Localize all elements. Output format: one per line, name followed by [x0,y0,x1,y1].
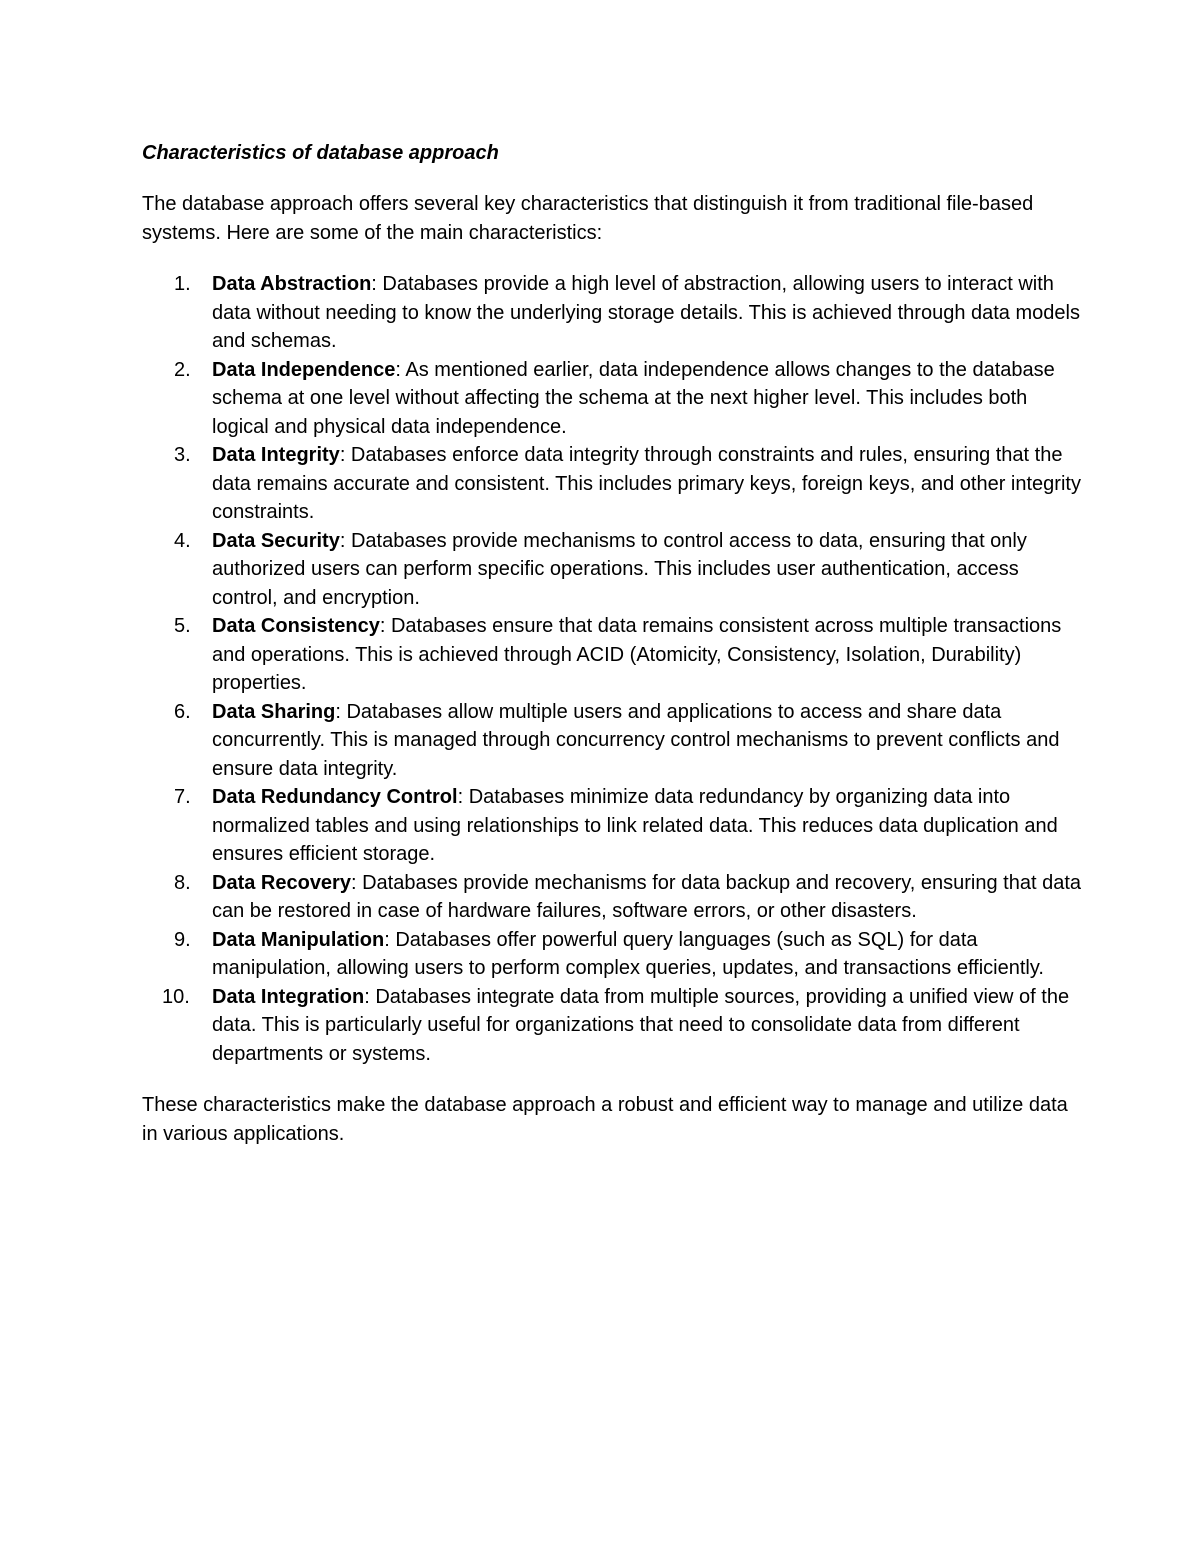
item-text: : Databases offer powerful query languages (such as SQL) for data manipulation, allowing users to perform complex queries, updates, and transactions efficiently. [212,928,1044,979]
item-number: 5. [174,615,191,637]
list-item [142,527,1082,613]
item-term: Data Integrity [212,444,340,466]
item-term: Data Recovery [212,871,351,894]
list-item [142,356,1082,442]
item-term: Data Manipulation [212,928,385,951]
conclusion-paragraph: These characteristics make the database approach a robust and efficient way to manage and utilize data in various applications. [142,1094,1068,1145]
item-number: 1. [174,273,191,295]
intro-paragraph: The database approach offers several key characteristics that distinguish it from traditional file-based systems. Here are some of the main characteristics: [142,193,1034,244]
item-text: : Databases allow multiple users and applications to access and share data concurrently. This is managed through concurrency control mechanisms to prevent conflicts and ensure data integrity. [212,700,1060,780]
item-term: Data Consistency [212,615,380,637]
item-term: Data Redundancy Control [212,786,458,808]
list-item [142,441,1082,527]
item-text: : Databases provide mechanisms to control access to data, ensuring that only authorized users can perform specific operations. This includes user authentication, access control, and encryption. [212,529,1027,609]
item-term: Data Independence [212,358,396,381]
item-number: 9. [174,928,191,951]
item-text: : Databases provide a high level of abstraction, allowing users to interact with data without needing to know the underlying storage details. This is achieved through data models and schemas. [212,273,1080,352]
item-term: Data Abstraction [212,273,372,295]
item-term: Data Integration [212,985,365,1008]
item-number: 10. [162,985,190,1008]
document-title: Characteristics of database approach [142,142,499,164]
item-number: 4. [174,529,191,552]
item-number: 7. [174,786,191,808]
item-text: : Databases integrate data from multiple sources, providing a unified view of the data. This is particularly useful for organizations that need to consolidate data from different departments or systems. [212,985,1070,1065]
document-page [142,138,1082,1148]
item-number: 6. [174,700,191,723]
item-term: Data Sharing [212,700,336,723]
list-item [142,869,1082,926]
item-text: : As mentioned earlier, data independence allows changes to the database schema at one level without affecting the schema at the next higher level. This includes both logical and physical data independence. [212,358,1055,438]
item-number: 8. [174,871,191,894]
item-text: : Databases enforce data integrity through constraints and rules, ensuring that the data remains accurate and consistent. This includes primary keys, foreign keys, and other integrity constraints. [212,444,1081,523]
item-number: 2. [174,358,191,381]
item-text: : Databases ensure that data remains consistent across multiple transactions and operations. This is achieved through ACID (Atomicity, Consistency, Isolation, Durability) properties. [212,615,1062,694]
list-item [142,612,1082,698]
list-item [142,983,1082,1069]
item-number: 3. [174,444,191,466]
list-item [142,270,1082,356]
item-term: Data Security [212,529,340,552]
list-item [142,926,1082,983]
list-item [142,698,1082,784]
item-text: : Databases minimize data redundancy by organizing data into normalized tables and using relationships to link related data. This reduces data duplication and ensures efficient storage. [212,786,1058,865]
item-text: : Databases provide mechanisms for data backup and recovery, ensuring that data can be restored in case of hardware failures, software errors, or other disasters. [212,871,1082,922]
list-item [142,783,1082,869]
characteristics-list [142,270,1082,1068]
